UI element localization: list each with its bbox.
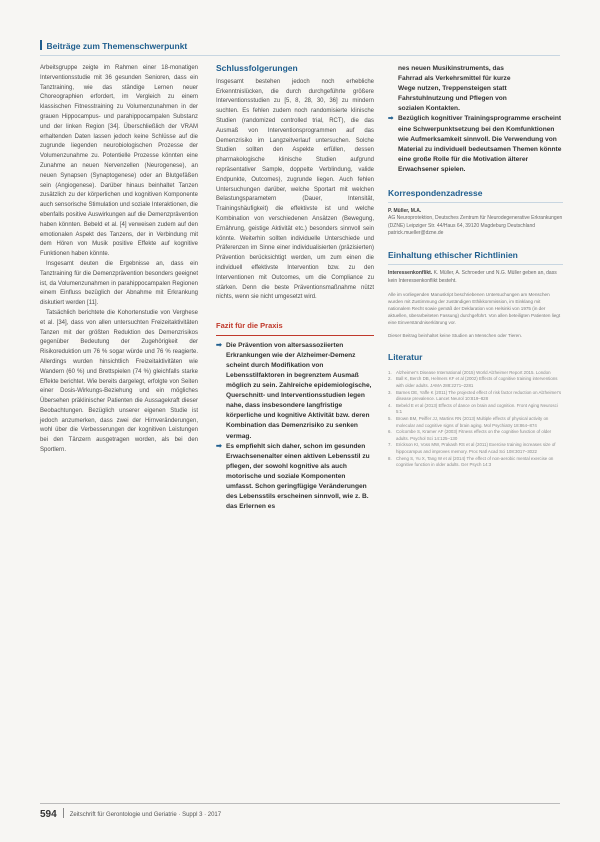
ethics-statement: Dieser Beitrag beinhaltet keine Studien an Menschen oder Tieren. [388,333,523,339]
paragraph: Tatsächlich berichtete die Kohortenstudie von Verghese et al. [34], dass von allen untersuchten Freizeitaktivitäten Tanzen mit der größten Reduktion des Demenzrisikos gegenüber Bedeutung der Zugehörigkeit der Risikoreduktion um 76 % sogar würde und 76 % reagierte. Allerdings wurden hinsichtlich Freizeitaktivitäten wie Wandern (60 %) und Brettspielen (74 %) gleichfalls starke Effekte berichtet. Wie bereits dargelegt, erfolgte von Seiten einer Dosis-Wirkungs-Beziehung und ein mögliches Übersehen präklinischer Patienten die Aussagekraft dieser Beobachtungen. Bezüglich unserer eigenen Studie ist jedoch anzumerken, dass zwei der Hirnveränderungen, wohl über die Verbesserungen der kognitiven Leistungen bei den Tänzern ausgetragen worden, als bei den Sportlern. [40,309,198,454]
reference-text: Cheng S, Yu X, Tang W et al (2014) The effect of non-aerobic mental exercise on cognitive function in older adults. Ger Psych 14:3 [396,455,554,468]
reference-item [388,370,563,377]
reference-number: 2. [388,376,392,382]
reference-item [388,390,563,403]
fazit-continuation [388,64,563,114]
fazit-divider [216,335,374,336]
reference-text: Brown BM, Peiffer JJ, Martins RN (2013) Multiple effects of physical activity on molecular and cognitive signs of brain aging. Mol Psychiatry 18:864–874 [396,416,549,428]
text-line: sozialen Kontakten. [398,105,460,113]
fazit-item [388,114,563,175]
footer-divider [40,803,560,804]
conflict-label: Interessenkonflikt. [388,270,433,277]
correspondence-email[interactable]: patrick.mueller@dzne.de [388,230,444,237]
fazit-item-text: Es empfiehlt sich daher, schon im gesunden Erwachsenenalter einen aktiven Lebensstil zu pflegen, der sowohl kognitive als auch motorische und soziale Komponenten umfasst. Schon geringfügige Veränderungen des Lebensstils erscheinen sinnvoll, wie z. B. das Erlernen es [226,442,370,511]
reference-item [388,416,563,429]
reference-list [388,370,563,469]
reference-number: 8. [388,455,392,461]
text-line: Wege nutzen, Treppensteigen statt [398,85,507,93]
correspondence-name: P. Müller, M.A. [388,207,422,214]
arrow-right-icon: ➡ [216,341,222,349]
reference-item [388,442,563,455]
fazit-item-text: Bezüglich kognitiver Trainingsprogramme erscheint eine Schwerpunktsetzung bei den Komfunktionen wie Aufmerksamkeit sinnvoll. Die Verwendung von Material zu individuell bedeutsamen Themen könnte eine große Rolle für die Motivation älterer Erwachsener spielen. [398,115,562,173]
page-footer [40,808,560,820]
fazit-box [216,321,374,512]
heading-ethik: Einhaltung ethischer Richtlinien [388,251,563,265]
reference-item [388,429,563,442]
reference-text: Ball K, Berch DB, Helmers KF et al (2002) Effects of cognitive training interventions with older adults. JAMA 288:2271–2281 [396,376,558,389]
reference-number: 6. [388,429,392,435]
journal-name: Zeitschrift für Gerontologie und Geriatrie · Suppl 3 · 2017 [69,812,222,818]
section-title: Beiträge zum Themenschwerpunkt [46,41,188,51]
reference-number: 3. [388,389,392,395]
reference-text: Bebeld E et al (2013) Effects of dance on brain and cognition. Front Aging Neurosci 5:1 [396,402,558,415]
reference-item [388,376,563,389]
fazit-item [216,341,374,442]
column-left [40,64,198,456]
ethics-statement: Alle im vorliegenden Manuskript beschriebenen Untersuchungen am Menschen wurden mit Zustimmung der zuständigen Ethikkommission, im Einklang mit nationalem Recht sowie gemäß der Deklaration von Helsinki von 1975 (in der aktuellen, überarbeiteten Fassung) durchgeführt. Von allen beteiligten Patienten liegt eine Einverständniserklärung vor. [388,292,561,326]
conflict-text: K. Müller, A. Schroeder und N.G. Müller geben an, dass kein Interessenkonflikt besteht. [388,270,557,284]
column-right [388,64,563,469]
fazit-item-text: Die Prävention von altersassoziierten Erkrankungen wie der Alzheimer-Demenz scheint durch Modifikation von Lebensstilfaktoren in begrenztem Ausmaß möglich zu sein. Zahlreiche epidemiologische, Querschnitt- und Interventionsstudien legen nahe, dass insbesondere langfristige körperliche und kognitive Aktivität bzw. deren Kombination das Demenzrisiko zu senken vermag. [226,341,372,440]
paragraph: Insgesamt deuten die Ergebnisse an, dass ein Tanztraining für die Demenzprävention besonders geeignet ist, da Volumenzunahmen in parahippocampalen Regionen einem Einfluss bezüglich der Abnahme mit Erkrankung diskutiert werden [11]. [40,260,198,307]
footer-bar [63,808,64,818]
arrow-right-icon: ➡ [388,115,394,123]
reference-text: Erickson KI, Voss MW, Prakash RS et al (2011) Exercise training increases size of hippocampus and improves memory. Proc Natl Acad Sci 108:3017–3022 [396,442,556,454]
text-line: Fahrstuhlnutzung und Pflegen von [398,95,507,103]
header-bar [40,40,42,50]
reference-number: 4. [388,402,392,408]
conflict-of-interest [388,270,563,285]
heading-schlussfolgerungen: Schlussfolgerungen [216,63,298,73]
reference-text: Barnes DE, Yaffe K (2011) The projected effect of risk factor reduction on Alzheimer's disease prevalence. Lancet Neurol 10:819–828 [396,389,562,402]
heading-korrespondenz: Korrespondenzadresse [388,189,563,203]
paragraph: Insgesamt bestehen jedoch noch erhebliche Erkenntnislücken, die durch durchgeführte größere Interventionsstudien zu [5, 8, 28, 30, 36] zu mindern suchten. Es fehlen zudem noch randomisierte klinische Studien (randomized controlled trial, RCT), die das Ausmaß von Interventionsprogrammen auf das Demenzrisiko im Langzeitverlauf untersuchen. Solche Studien sollten den Aspekte erfüllen, dessen pharmakologische klinische Studien aufgrund repräsentativer Sample, doppelte Verblindung, valide Endpunkte, Outcomes), zugrunde liegen. Auch fehlen Untersuchungen darüber, welche Sportart mit welchen Belastungsparametern (Dauer, Intensität, Trainingshäufigkeit) die effektivste ist und welche Kombination von verschiedenen Ansätzen (Bewegung, Ernährung, geistige Aktivität etc.) besonders sinnvoll sein könnte. Weiterhin sollten individuelle Unterschiede und Präferenzen im Sinne einer individualisierten (präzisierten) Prävention berücksichtigt werden, um zum einen die individuell effektivste Intervention bzw. zu den Interventionen mit Outcomes, um die Compliance zu stärken. Denn die beste Präventionsmaßnahme nützt nichts, wenn sie nicht umgesetzt wird. [216,78,374,301]
correspondence-block [388,208,563,238]
correspondence-address: AG Neuroprotektion, Deutsches Zentrum für Neurodegenerative Erkrankungen (DZNE) Leipziger Str. 44/Haus 64, 39120 Magdeburg Deutschland [388,215,563,229]
reference-number: 7. [388,442,392,448]
reference-text: Alzheimer's Disease International (2015) World Alzheimer Report 2015. London [396,369,551,375]
header-divider [40,55,560,56]
section-header [40,40,187,51]
text-line: Fahrrad als Verkehrsmittel für kurze [398,75,511,83]
reference-item [388,456,563,469]
text-line: nes neuen Musikinstruments, das [398,65,504,72]
heading-fazit: Fazit für die Praxis [216,321,283,331]
reference-number: 5. [388,416,392,422]
reference-item [388,403,563,416]
reference-text: Colcombe S, Kramer AF (2003) Fitness effects on the cognitive function of older adults. Psychol Sci 14:125–130 [396,429,552,441]
fazit-item [216,442,374,513]
column-middle [216,64,374,512]
page-number: 594 [40,809,57,820]
reference-number: 1. [388,369,392,375]
arrow-right-icon: ➡ [216,442,222,450]
paragraph: Arbeitsgruppe zeigte im Rahmen einer 18-monatigen Interventionsstudie mit 36 gesunden Senioren, dass ein Tanztraining, wie das ständige Lernen neuer Choreographien erfordert, im Vergleich zu einem klassischen Fitnesstraining zu Volumenzunahmen in der grauen Hippocampus- und parahippocampalen Substanz und der linken Region [34]. Überschließlich der VRAM erhaltenden Daten lassen jedoch keine Schlüsse auf die zugrunde liegenden neurobiologischen Prozesse der Volumenzunahme zu. Potentielle Prozesse könnten eine Zunahme an neuen Nervenzellen (Neurogenese), an neuen Synapsen (Synaptogenese) oder an Blutgefäßen sein (Angiogenese). Darüber hinaus beinhaltet Tanzen zusätzlich zu der körperlichen und kognitiven Komponente auch sensorische Stimulation und soziale Interaktionen, die ebenfalls positive Auswirkungen auf die Demenzprävention haben könnten. Bebeld et al. [4] verweisen zudem auf den emotionalen Aspekt des Tanzens, der in Verbindung mit dem Hören von Musik positive Effekte auf kognitive Funktionen haben könnte. [40,65,198,258]
heading-literatur: Literatur [388,352,423,363]
